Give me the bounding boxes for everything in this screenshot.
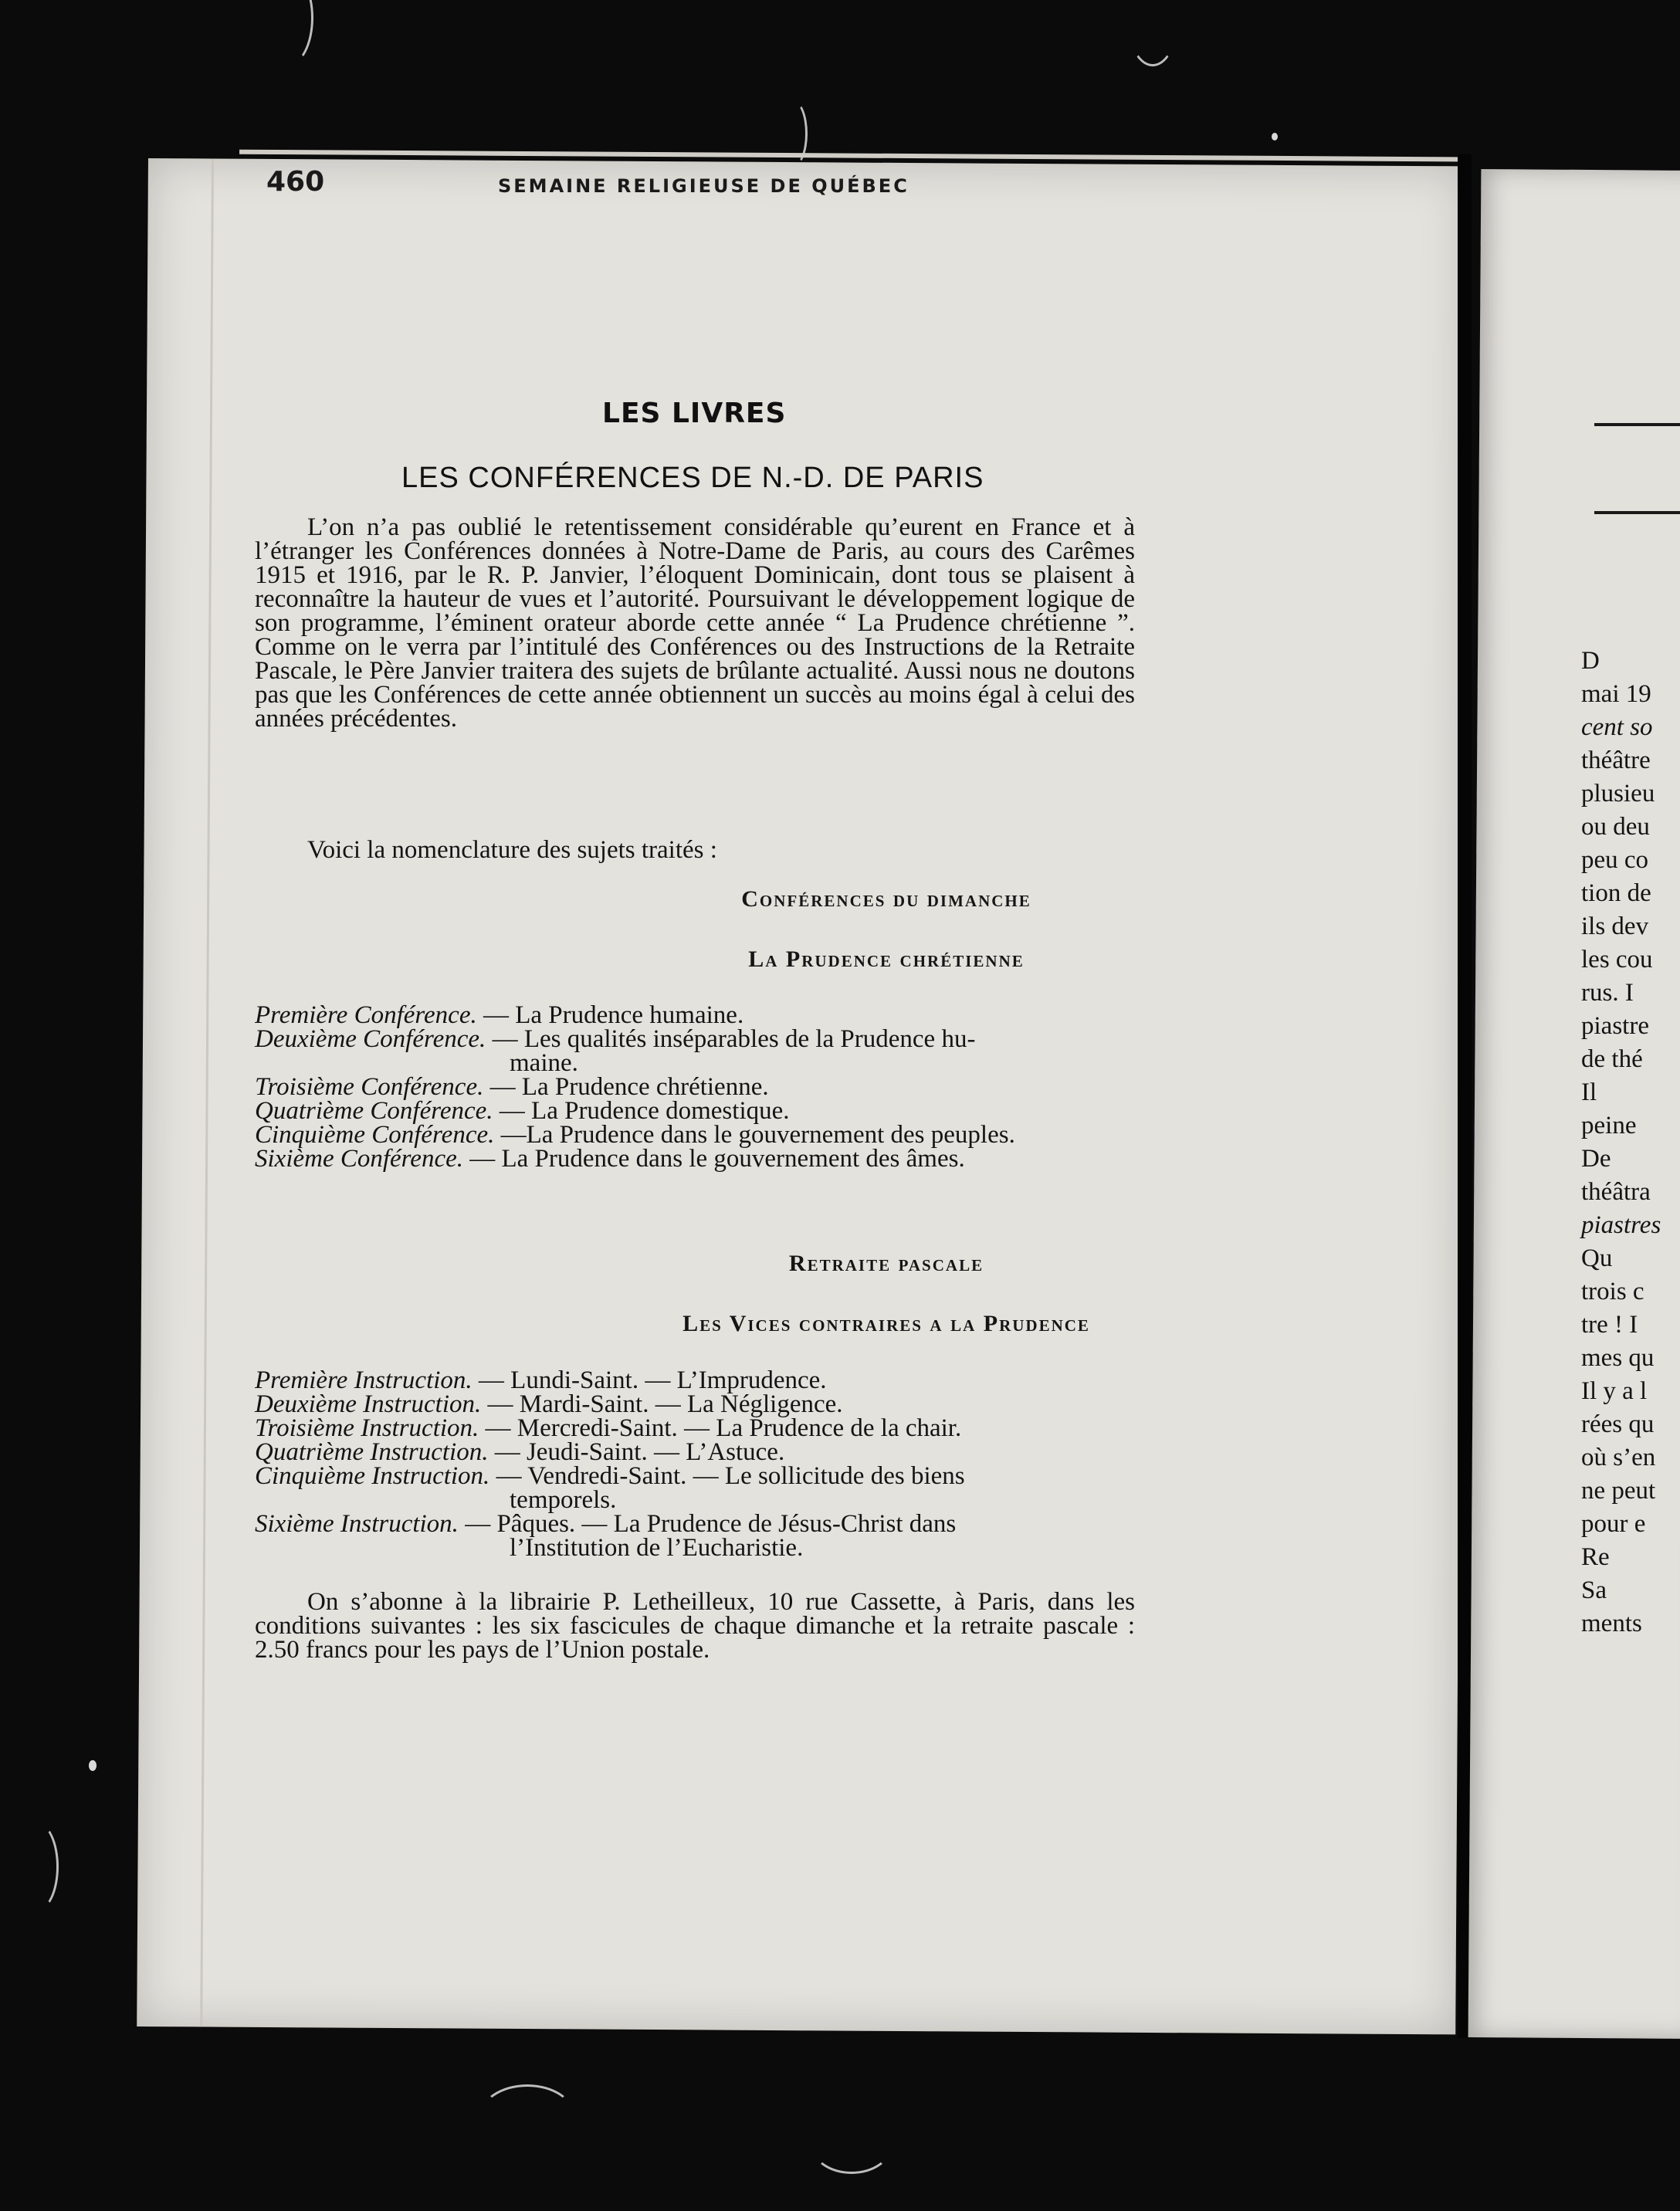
item-text: — La Prudence dans le gouvernement des âmes. bbox=[469, 1145, 965, 1173]
list-item bbox=[255, 1123, 1143, 1147]
item-text: — La Prudence chrétienne. bbox=[489, 1073, 769, 1101]
facing-page-line: peine bbox=[1581, 1112, 1637, 1139]
item-label: Quatrième Conférence. bbox=[255, 1097, 493, 1125]
facing-page-line: rus. I bbox=[1581, 979, 1634, 1007]
facing-page-line: plusieu bbox=[1581, 780, 1655, 808]
item-label: Deuxième Instruction. bbox=[255, 1390, 482, 1418]
list-item bbox=[255, 1464, 1143, 1512]
list-item bbox=[255, 1366, 1143, 1394]
facing-page-line: piastres bbox=[1581, 1211, 1661, 1239]
list-item bbox=[255, 1025, 1143, 1077]
section-title: LES LIVRES bbox=[602, 398, 787, 429]
item-continuation: temporels. bbox=[510, 1486, 617, 1514]
facing-page-line: piastre bbox=[1581, 1012, 1649, 1040]
nomenclature-line: Voici la nomenclature des sujets traités : bbox=[307, 836, 717, 864]
dust-speck bbox=[1272, 133, 1278, 141]
facing-page-line: théâtra bbox=[1581, 1178, 1651, 1206]
retreat-subheading: Les Vices contraires a la Prudence bbox=[682, 1311, 1090, 1336]
closing-paragraph-block bbox=[255, 1590, 1135, 1662]
item-text: — Mercredi-Saint. — La Prudence de la chair. bbox=[485, 1414, 962, 1442]
film-scratch bbox=[811, 2115, 892, 2174]
film-scratch bbox=[15, 1822, 59, 1911]
item-text: — Mardi-Saint. — La Négligence. bbox=[487, 1390, 843, 1418]
item-label: Troisième Conférence. bbox=[255, 1073, 484, 1101]
item-text: — Pâques. — La Prudence de Jésus-Christ dans bbox=[465, 1510, 957, 1538]
facing-page-line: où s’en bbox=[1581, 1444, 1656, 1471]
item-label: Cinquième Conférence. bbox=[255, 1121, 495, 1149]
facing-page-line: ments bbox=[1581, 1610, 1642, 1637]
facing-page-line: pour e bbox=[1581, 1510, 1646, 1538]
film-scratch bbox=[479, 2084, 576, 2151]
item-label: Deuxième Conférence. bbox=[255, 1025, 486, 1053]
item-label: Quatrième Instruction. bbox=[255, 1438, 489, 1466]
item-continuation: l’Institution de l’Eucharistie. bbox=[510, 1534, 804, 1562]
facing-page-rule bbox=[1594, 511, 1680, 514]
facing-page-line: Il y a l bbox=[1581, 1377, 1648, 1405]
facing-page-line: trois c bbox=[1581, 1278, 1644, 1305]
facing-page-rule bbox=[1594, 423, 1680, 426]
item-text: — Jeudi-Saint. — L’Astuce. bbox=[494, 1438, 785, 1466]
dust-speck bbox=[89, 1760, 97, 1771]
facing-page-line: Sa bbox=[1581, 1576, 1607, 1604]
item-label: Première Conférence. bbox=[255, 1001, 477, 1029]
facing-page-line: mes qu bbox=[1581, 1344, 1655, 1372]
list-item bbox=[255, 1390, 1143, 1418]
running-title: SEMAINE RELIGIEUSE DE QUÉBEC bbox=[498, 175, 909, 197]
item-continuation: maine. bbox=[510, 1049, 578, 1077]
facing-page-line: D bbox=[1581, 647, 1600, 675]
item-text: — La Prudence humaine. bbox=[483, 1001, 744, 1029]
intro-paragraph: L’on n’a pas oublié le retentissement considérable qu’eurent en France et à l’étranger les Conférences données à Notre-Dame de Paris, au cours des Carêmes 1915 et 1916, par le R. P. Janvier, l’éloquent Dominicain, dont tous se plaisent à reconnaître la hauteur de vues et l’autorité. Poursuivant le développement logique de son programme, l’éminent orateur aborde cette année “ La Prudence chrétienne ”. Comme on le verra par l’intitulé des Conférences ou des Instructions de la Retraite Pascale, le Père Janvier traitera des sujets de brûlante actualité. Aussi nous ne doutons pas que les Conférences de cette année obtiennent un succès au moins égal à celui des années précédentes. bbox=[255, 513, 1135, 733]
list-item bbox=[255, 1001, 1143, 1029]
nomenclature-block bbox=[255, 838, 1135, 862]
facing-page-line: tion de bbox=[1581, 879, 1651, 907]
retreat-instruction-list bbox=[255, 1366, 1143, 1562]
item-text: — Les qualités inséparables de la Prudence hu- bbox=[492, 1025, 976, 1053]
list-item bbox=[255, 1438, 1143, 1466]
item-text: — Lundi-Saint. — L’Imprudence. bbox=[478, 1366, 827, 1394]
item-label: Sixième Instruction. bbox=[255, 1510, 459, 1538]
closing-paragraph: On s’abonne à la librairie P. Letheilleux, 10 rue Cassette, à Paris, dans les conditions suivantes : les six fascicules de chaque dimanche et la retraite pascale : 2.50 francs pour les pays de l’Union postale. bbox=[255, 1588, 1135, 1664]
sunday-conference-list bbox=[255, 1001, 1143, 1173]
page-number: 460 bbox=[266, 166, 325, 198]
retreat-heading: Retraite pascale bbox=[788, 1251, 984, 1276]
facing-page-line: ou deu bbox=[1581, 813, 1650, 841]
page-edge bbox=[239, 150, 1468, 162]
list-item bbox=[255, 1075, 1143, 1099]
facing-page-line: Qu bbox=[1581, 1244, 1613, 1272]
facing-page-line: tre ! I bbox=[1581, 1311, 1638, 1339]
facing-page-line: théâtre bbox=[1581, 747, 1651, 774]
facing-page-line: mai 19 bbox=[1581, 680, 1651, 708]
item-label: Première Instruction. bbox=[255, 1366, 472, 1394]
article-title: LES CONFÉRENCES DE N.-D. DE PARIS bbox=[401, 462, 984, 494]
item-text: —La Prudence dans le gouvernement des peuples. bbox=[500, 1121, 1015, 1149]
facing-page-line: De bbox=[1581, 1145, 1611, 1173]
facing-page-line: de thé bbox=[1581, 1045, 1643, 1073]
page-fold-line bbox=[200, 159, 214, 2027]
list-item bbox=[255, 1147, 1143, 1171]
sunday-heading: Conférences du dimanche bbox=[741, 886, 1031, 912]
facing-page-line: cent so bbox=[1581, 713, 1653, 741]
facing-page-text bbox=[1581, 645, 1661, 1640]
item-label: Troisième Instruction. bbox=[255, 1414, 479, 1442]
intro-paragraph-block bbox=[255, 513, 1135, 733]
facing-page-line: les cou bbox=[1581, 946, 1653, 973]
facing-page-line: Il bbox=[1581, 1078, 1597, 1106]
item-text: — Vendredi-Saint. — Le sollicitude des biens bbox=[496, 1462, 965, 1490]
list-item bbox=[255, 1099, 1143, 1123]
list-item bbox=[255, 1414, 1143, 1442]
item-text: — La Prudence domestique. bbox=[499, 1097, 790, 1125]
facing-page-line: rées qu bbox=[1581, 1410, 1655, 1438]
item-label: Cinquième Instruction. bbox=[255, 1462, 490, 1490]
sunday-subheading: La Prudence chrétienne bbox=[748, 946, 1025, 972]
list-item bbox=[255, 1512, 1143, 1560]
facing-page-line: ne peut bbox=[1581, 1477, 1656, 1505]
film-scratch bbox=[262, 0, 313, 66]
facing-page-line: peu co bbox=[1581, 846, 1649, 874]
film-scratch bbox=[1127, 0, 1178, 66]
facing-page-line: Re bbox=[1581, 1543, 1610, 1571]
facing-page-line: ils dev bbox=[1581, 913, 1649, 940]
item-label: Sixième Conférence. bbox=[255, 1145, 463, 1173]
